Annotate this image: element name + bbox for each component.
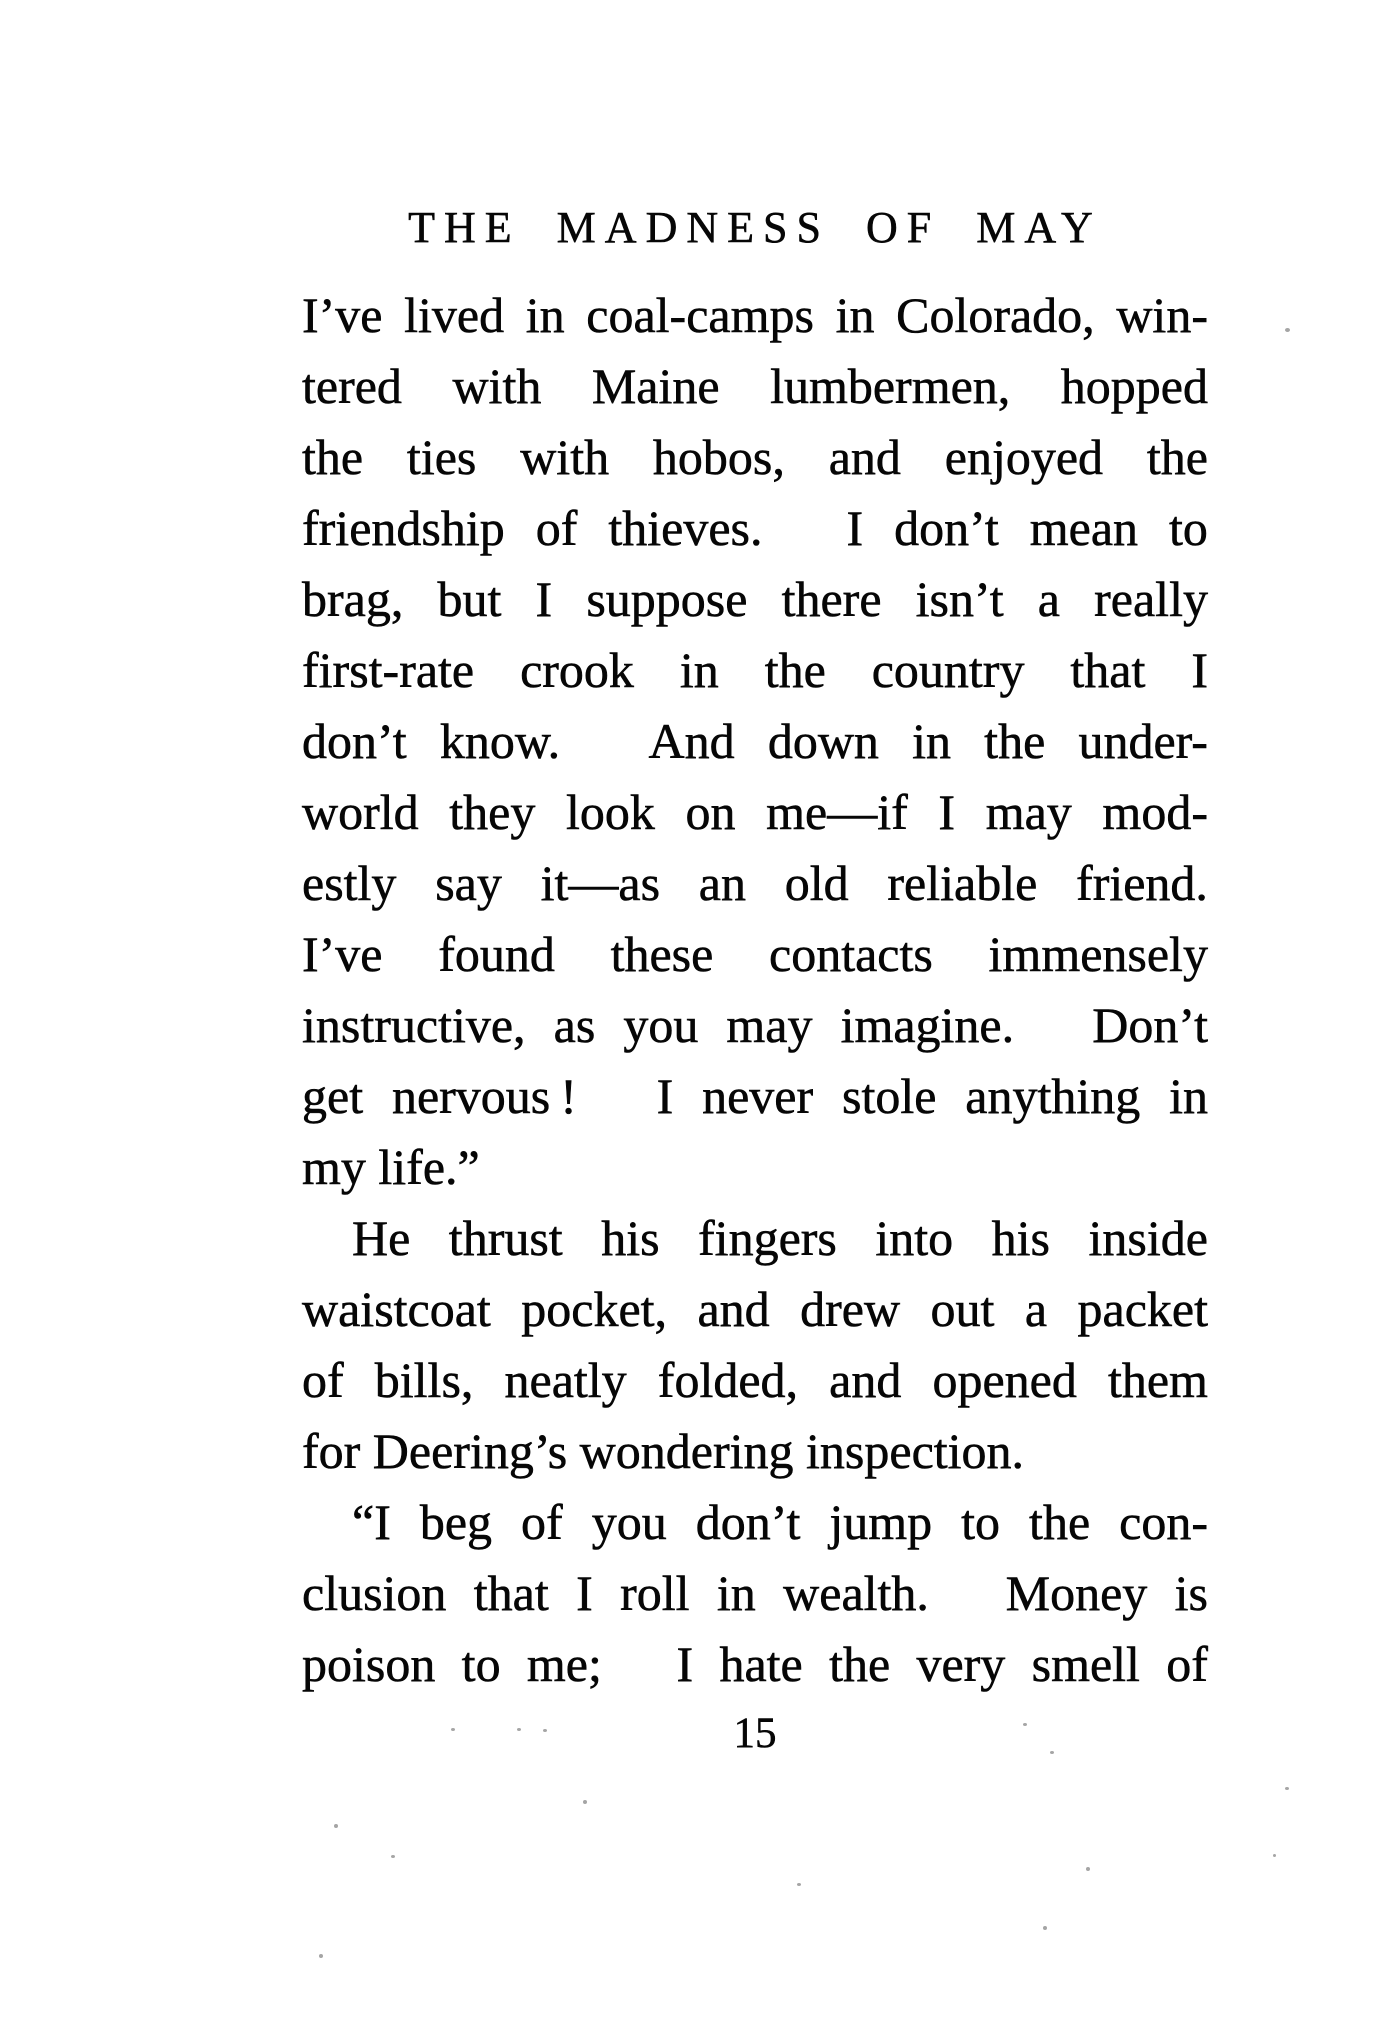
word: I [576,1565,593,1621]
word: that [473,1565,549,1621]
scan-speck [1285,328,1290,332]
word: to [961,1494,1001,1550]
word: reliable [887,855,1038,911]
word: clusion [302,1565,447,1621]
word: to [461,1636,501,1692]
word: enjoyed [944,429,1104,485]
word: thrust [448,1210,563,1266]
word: the [302,429,364,485]
word: in [679,642,719,698]
scan-speck [797,1883,801,1886]
word: that [1070,642,1146,698]
word: I [846,500,864,556]
word: but [437,571,502,627]
word: of [535,500,578,556]
word: suppose [586,571,748,627]
word: pocket, [521,1281,668,1337]
word: the [829,1636,891,1692]
word: in [716,1565,756,1621]
word: and [828,429,901,485]
word: very [916,1636,1006,1692]
word: anything [965,1068,1141,1124]
word: really [1094,571,1208,627]
word: stole [841,1068,937,1124]
scan-speck [583,1800,587,1804]
word: neatly [504,1352,627,1408]
word: in [1169,1068,1208,1124]
text-line [302,1345,1208,1416]
word: I’ve [302,287,383,343]
word: He [352,1210,411,1266]
word: I [656,1068,674,1124]
word: country [871,642,1025,698]
scan-speck [1273,1854,1276,1857]
word: And [648,713,735,769]
word: instructive, [302,997,526,1053]
word: I [535,571,553,627]
text-line [302,1203,1208,1274]
word: on [685,784,736,840]
word: the [764,642,826,698]
word: inside [1088,1210,1208,1266]
word: win- [1116,287,1208,343]
word: with [520,429,610,485]
text-line [302,848,1208,919]
word: say [435,855,502,911]
word: know. [439,713,561,769]
word: with [452,358,542,414]
page-number: 15 [733,1710,777,1757]
word: under- [1078,713,1208,769]
word: of [1166,1636,1208,1692]
word: mean [1029,500,1139,556]
word: mod- [1102,784,1208,840]
word: contacts [769,926,933,982]
word: tered [302,358,402,414]
scan-speck [1023,1723,1027,1726]
word: ties [406,429,477,485]
word: con- [1119,1494,1208,1550]
scan-speck [543,1729,547,1732]
word: in [912,713,951,769]
text-line: my life.” [302,1139,480,1195]
word: first-rate [302,642,475,698]
word: waistcoat [302,1281,491,1337]
word: of [302,1352,344,1408]
word: thieves. [608,500,763,556]
scan-speck [1285,1787,1289,1790]
scan-speck [1086,1867,1090,1871]
word: lived [404,287,505,343]
word: out [930,1281,995,1337]
text-line [302,280,1208,351]
word: his [991,1210,1050,1266]
word: beg [419,1494,493,1550]
word: “I [352,1494,391,1550]
word: Colorado, [896,287,1095,343]
word: lumbermen, [770,358,1011,414]
scan-speck [391,1855,395,1858]
word: may [726,997,813,1053]
word: poison [302,1636,436,1692]
word: his [601,1210,660,1266]
word: hate [719,1636,803,1692]
word: Don’t [1092,997,1208,1053]
word: get [302,1068,364,1124]
word: immensely [988,926,1208,982]
text-line [302,1274,1208,1345]
word: hobos, [652,429,785,485]
text-line [302,706,1208,777]
word: isn’t [915,571,1004,627]
text-line [302,351,1208,422]
text-line [302,635,1208,706]
running-head-title: THE MADNESS OF MAY [408,203,1102,252]
word: friendship [302,500,505,556]
word: I [676,1636,694,1692]
text-line [302,564,1208,635]
word: in [835,287,875,343]
word: wealth. [783,1565,929,1621]
text-line [302,1629,1208,1700]
word: them [1107,1352,1208,1408]
word: the [1029,1494,1091,1550]
word: smell [1031,1636,1140,1692]
word: roll [620,1565,690,1621]
word: don’t [302,713,407,769]
word: fingers [698,1210,837,1266]
word: Maine [591,358,720,414]
word: estly [302,855,397,911]
word: hopped [1060,358,1208,414]
word: friend. [1076,855,1208,911]
text-line [302,777,1208,848]
scan-speck [1043,1926,1047,1930]
text-line [302,1558,1208,1629]
body-text-column [302,280,1208,1700]
word: brag, [302,571,404,627]
word: look [566,784,655,840]
text-line [302,1487,1208,1558]
word: a [1024,1281,1048,1337]
word: of [521,1494,563,1550]
word: never [702,1068,814,1124]
word: the [984,713,1046,769]
word: bills, [374,1352,474,1408]
word: I [1191,642,1208,698]
scan-speck [517,1728,521,1731]
word: world [302,784,419,840]
word: down [767,713,879,769]
word: there [781,571,882,627]
word: these [610,926,714,982]
word: me—if [766,784,908,840]
text-line [302,919,1208,990]
word: Money [1005,1565,1148,1621]
text-line [302,1061,1208,1132]
word: and [829,1352,902,1408]
text-line [302,493,1208,564]
word: crook [520,642,634,698]
word: may [985,784,1072,840]
word: folded, [657,1352,799,1408]
word: into [875,1210,954,1266]
word: you [623,997,699,1053]
text-line [302,990,1208,1061]
word: found [438,926,555,982]
word: packet [1077,1281,1208,1337]
word: I’ve [302,926,383,982]
word: in [525,287,565,343]
text-line: for Deering’s wondering inspection. [302,1423,1025,1479]
word: to [1169,500,1208,556]
word: you [591,1494,667,1550]
word: an [698,855,746,911]
text-line [302,422,1208,493]
word: the [1146,429,1208,485]
word: imagine. [840,997,1015,1053]
word: opened [932,1352,1077,1408]
scan-speck [1050,1751,1054,1754]
word: don’t [695,1494,801,1550]
word: drew [800,1281,901,1337]
scan-speck [334,1824,338,1828]
word: as [553,997,596,1053]
word: a [1037,571,1060,627]
scan-speck [319,1954,323,1958]
word: don’t [894,500,999,556]
word: jump [829,1494,933,1550]
word: I [938,784,956,840]
word: is [1174,1565,1208,1621]
word: old [784,855,849,911]
word: and [697,1281,770,1337]
word: it—as [540,855,661,911]
word: nervous ! [391,1068,577,1124]
scan-speck [451,1728,455,1731]
word: they [449,784,536,840]
word: me; [526,1636,602,1692]
word: coal-camps [586,287,814,343]
